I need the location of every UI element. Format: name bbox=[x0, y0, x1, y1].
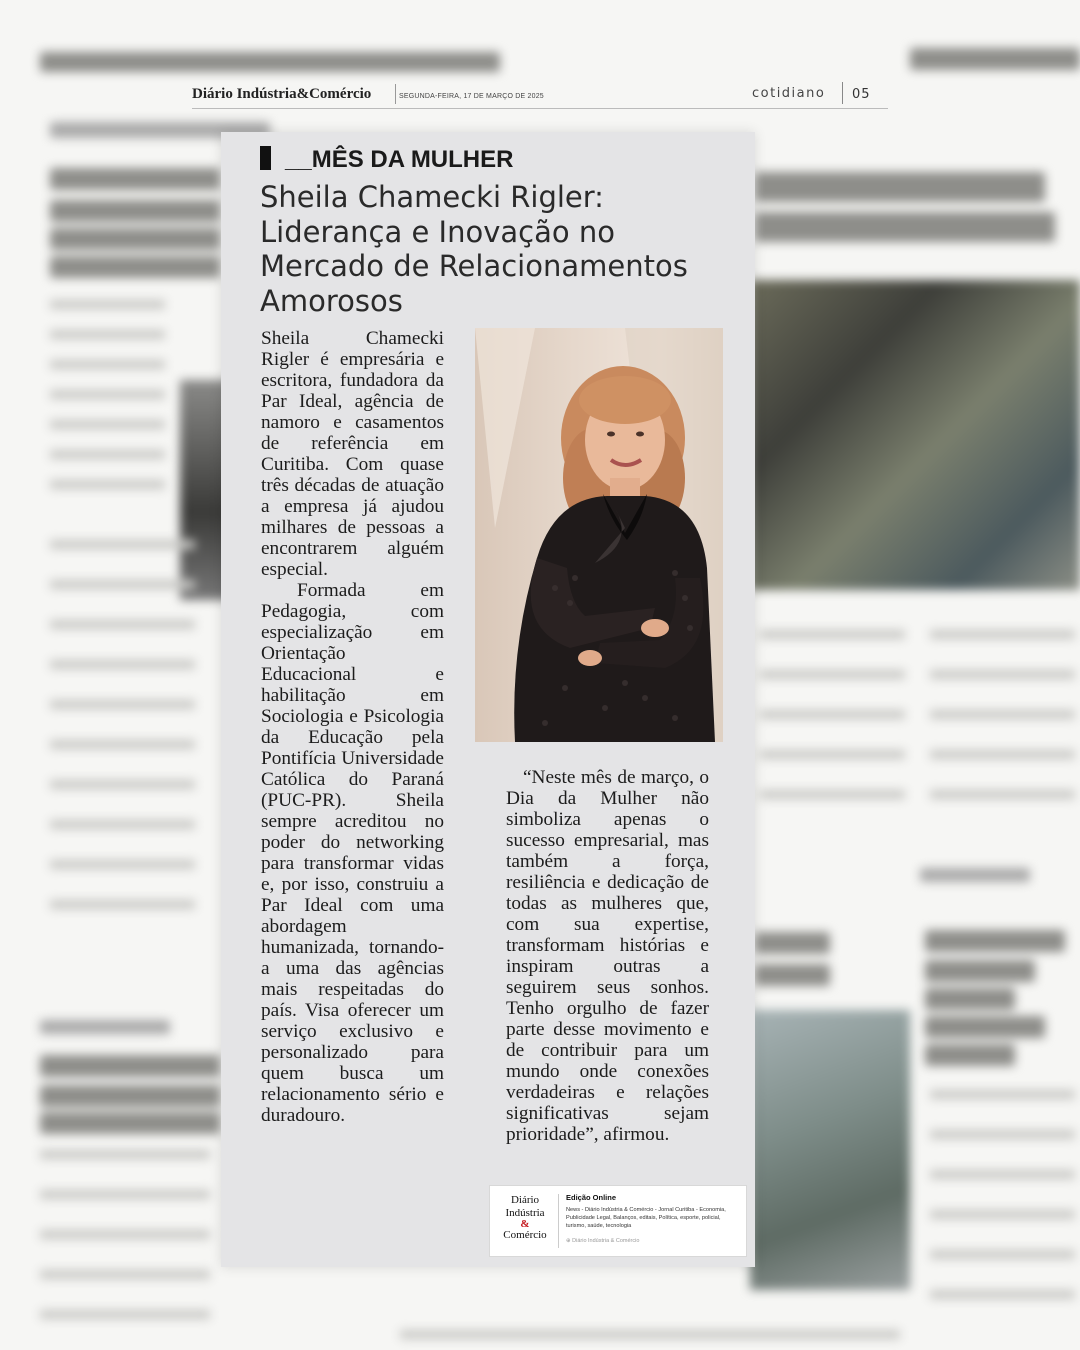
portrait-photo bbox=[475, 328, 723, 742]
masthead-divider bbox=[395, 84, 396, 104]
article-card bbox=[221, 132, 755, 1267]
kicker-label: __MÊS DA MULHER bbox=[285, 146, 514, 173]
issue-date: SEGUNDA-FEIRA, 17 DE MARÇO DE 2025 bbox=[399, 93, 544, 100]
body-paragraph: Sheila Chamecki Rigler é empresária e escritora, fundadora da Par Ideal, agência de namoro e casamentos de referência em Curitiba. Com quase três décadas de atuação a empresa já ajudou milhares de pessoas a encontrarem alguém especial. bbox=[261, 328, 444, 580]
article-body bbox=[261, 328, 444, 1126]
logo-line: Diário bbox=[510, 1194, 540, 1206]
newspaper-title: Diário Indústria&Comércio bbox=[192, 86, 372, 102]
globe-icon: ⊕ bbox=[566, 1238, 573, 1244]
promo-description: News - Diário Indústria & Comércio - Jornal Curitiba - Economia, Publicidade Legal, Balanços, editais, Política, esporte, policial, turismo, saúde, tecnologia bbox=[566, 1207, 726, 1229]
kicker-bar-icon bbox=[260, 146, 271, 170]
page-number: 05 bbox=[852, 87, 871, 102]
logo-line: Comércio bbox=[503, 1229, 547, 1241]
article-quote: “Neste mês de março, o Dia da Mulher não simboliza apenas o sucesso empresarial, mas também a força, resiliência e dedicação de todas as mulheres que, com sua expertise, transformam histórias e inspiram outras a seguirem seus sonhos. Tenho orgulho de fazer parte desse movimento e de contribuir para um mundo onde conexões verdadeiras e relações significativas sejam prioridade”, afirmou. bbox=[506, 767, 709, 1145]
section-divider bbox=[842, 82, 843, 104]
promo-credit-label: Diário Indústria & Comércio bbox=[572, 1238, 640, 1244]
promo-credit bbox=[566, 1238, 639, 1244]
logo-line: Indústria bbox=[505, 1206, 545, 1219]
promo-title: Edição Online bbox=[566, 1193, 617, 1202]
article-kicker bbox=[260, 146, 513, 174]
newspaper-logo bbox=[500, 1194, 550, 1248]
masthead bbox=[192, 82, 888, 109]
online-edition-promo[interactable] bbox=[489, 1185, 747, 1257]
promo-divider bbox=[558, 1194, 559, 1248]
section-name: cotidiano bbox=[752, 86, 826, 101]
article-headline: Sheila Chamecki Rigler: Liderança e Inovação no Mercado de Relacionamentos Amorosos bbox=[260, 180, 688, 318]
logo-ampersand: & bbox=[520, 1218, 530, 1230]
body-paragraph: Formada em Pedagogia, com especialização em Orientação Educacional e habilitação em Sociologia e Psicologia da Educação pela Pontifícia Universidade Católica do Paraná (PUC-PR). Sheila sempre acreditou no poder do networking para transformar vidas e, por isso, construiu a Par Ideal com uma abordagem humanizada, tornando-a uma das agências mais respeitadas do país. Visa oferecer um serviço exclusivo e personalizado para quem busca um relacionamento sério e duradouro. bbox=[261, 580, 444, 1126]
